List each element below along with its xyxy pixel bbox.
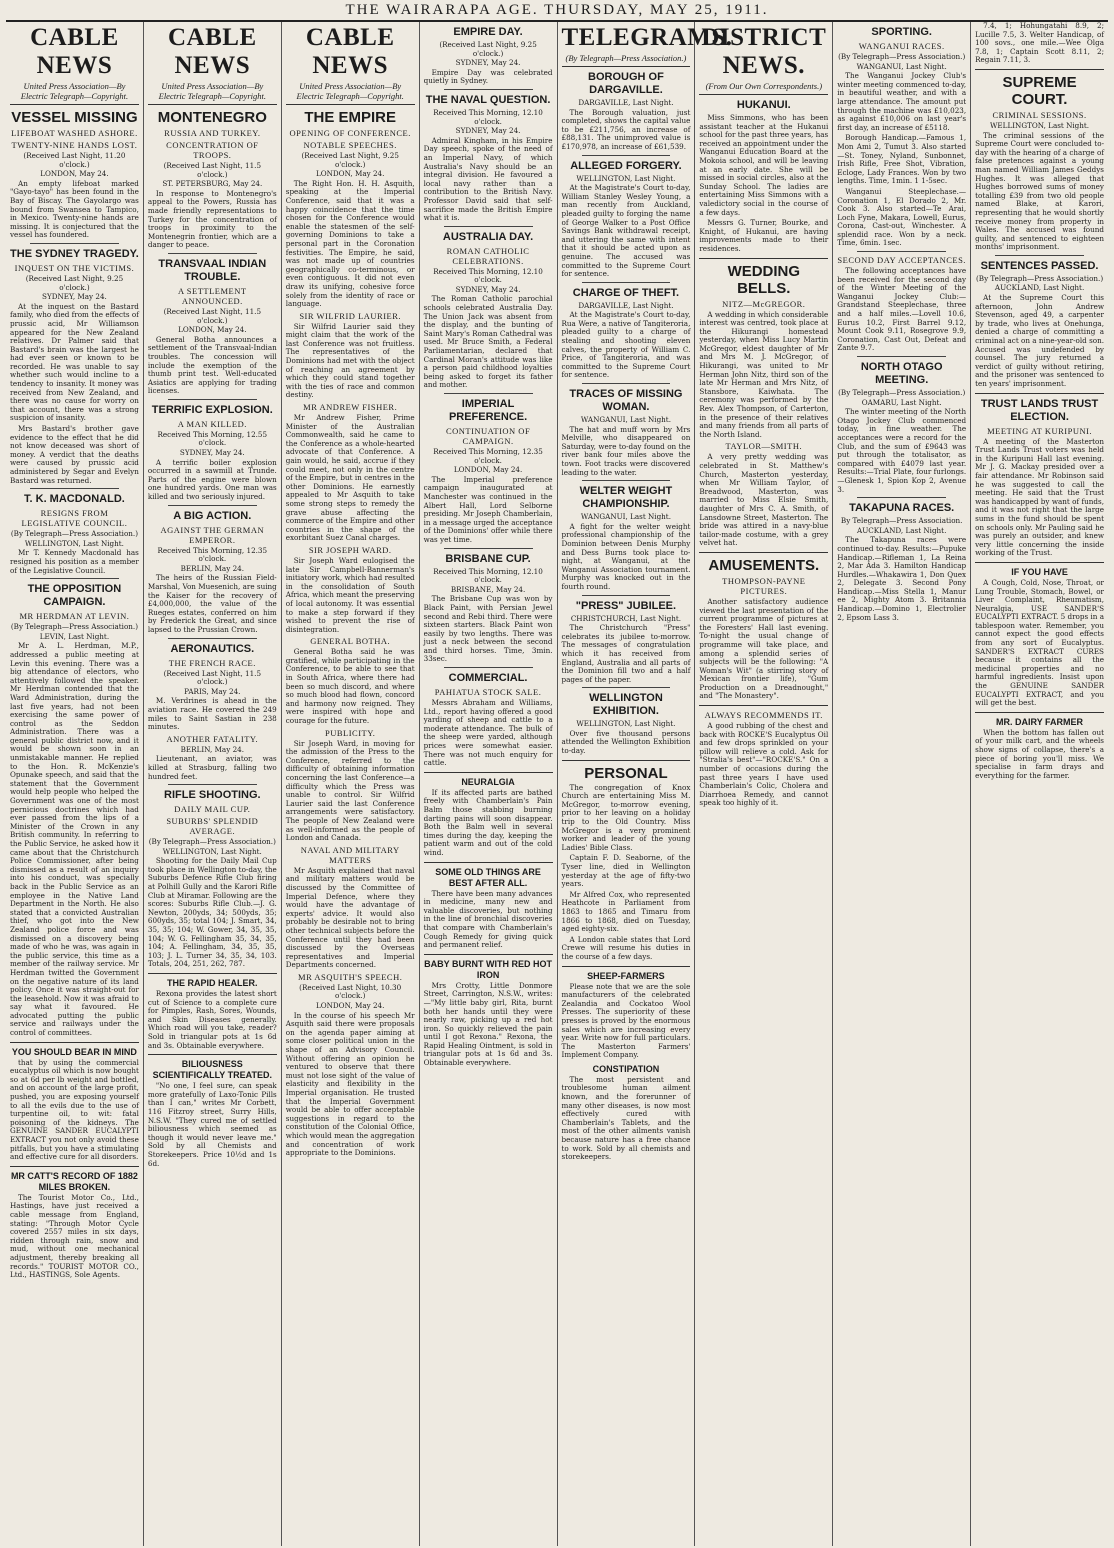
article-text: A fight for the welter weight professional championship of the Dominion between Denis Murphy and Dess Burns took place to-night, at Wanganui, at the Wanganui Association tournament. Murphy was knocked out in the fourth round.: [561, 521, 691, 591]
divider: [857, 251, 946, 252]
received-line: (Received Last Night, 11.20 o'clock.): [23, 151, 126, 169]
divider: [975, 712, 1104, 713]
divider: [582, 595, 671, 596]
dateline: DARGAVILLE, Last Night.: [578, 98, 674, 107]
divider: [424, 954, 553, 955]
article-text: The Roman Catholic parochial schools celebrated Australia Day. The Union Jack was absent from the display, and the bunting of Saint Mary's Roman Cathedral was used. Mr Bruce Smith, a Federal Parliamentarian, declared that Cardinal Moran's attitude was like a person paid childhood loyalties being asked to forget its father and mother.: [423, 294, 553, 390]
headline: MONTENEGRO: [157, 109, 267, 126]
dateline: SYDNEY, May 24.: [455, 284, 521, 294]
dateline: AUCKLAND, Last Night.: [857, 525, 947, 535]
dateline: PARIS, May 24.: [184, 686, 241, 696]
advert-title: BABY BURNT WITH RED HOT IRON: [424, 958, 552, 980]
divider: [148, 1054, 277, 1055]
dateline: WANGANUI, Last Night.: [856, 61, 947, 71]
article-text: At the inquest on the Bastard family, who died from the effects of prussic acid, Mr Williamson appeared for the New Zealand relatives. Dr Palmer said that Bastard's brain was the largest he had ever seen or known to be recorded. He was unable to say whether such would incline to a tendency to insanity. It money was received from New Zealand, and there was no cause for worry on that account, there was a strong suspicion of insanity.: [10, 301, 139, 423]
divider: [168, 505, 257, 506]
article-text: Mr Andrew Fisher, Prime Minister of the Australian Commonwealth, said he came to the Conference as a whole-hearted advocate of that Conference. A gain would, he said, accrue if they could meet, not only in the centre of the Empire, but in centres in the other Dominions. He earnestly appealed to Mr Asquith to take some strong steps to remedy the grave abuse affecting the commerce of the Empire and other countries in the shape of the exorbitant Suez Canal charges.: [285, 413, 415, 543]
divider: [995, 255, 1084, 256]
divider: [582, 687, 671, 688]
dateline: SYDNEY, May 24.: [455, 126, 521, 136]
divider: [975, 69, 1104, 70]
article-text: The Borough valuation, just completed, shows the capital value to be £211,756, an increase of £88,131. The unimproved value is £170,978, an increase of £61,539.: [561, 107, 691, 151]
article-text: The Right Hon. H. H. Asquith, speaking at the Imperial Conference, said that it was a happy coincidence that the time chosen for the Conference would enable the statesmen of the self-governing Dominions to take a personal part in the Coronation festivities. The Empire, he said, was not made up of countries geographically co-terminous, or even contiguous. It did not even draw its unifying, cohesive force solely from the identity of race or language.: [285, 178, 415, 309]
divider: [562, 966, 691, 967]
article-text: At the Magistrate's Court to-day, William Stanley Wesley Young, a man recently from Auckland, pleaded guilty to forging the name of George Walker to a Post Office Savings Bank withdrawal receipt, and uttering the same with intent that it should be acted upon as genuine. The accused was committed to the Supreme Court for sentence.: [561, 183, 691, 279]
divider: [30, 488, 119, 489]
article-text: Sir Wilfrid Laurier said they might claim that the work of the last Conference was not fruitless. The representatives of the Dominions had met with the object of reaching an agreement by which they could stand together with the ties of race and common destiny.: [285, 321, 415, 400]
dateline: AUCKLAND, Last Night.: [994, 283, 1085, 293]
column-4: [420, 22, 558, 1546]
article-text: Mr Alfred Cox, who represented Heathcote in Parliament from 1863 to 1865 and Timaru from 1866 to 1868, died on Tuesday, aged eighty-six.: [561, 889, 691, 934]
subheadline: ANOTHER FATALITY.: [166, 733, 259, 744]
subheadline: INQUEST ON THE VICTIMS.: [14, 262, 135, 273]
masthead: THE WAIRARAPA AGE. THURSDAY, MAY 25, 1911.: [6, 0, 1108, 22]
headline: TRACES OF MISSING WOMAN.: [569, 388, 683, 414]
article-text: Lieutenant, an aviator, was killed at Strasburg, falling two hundred feet.: [147, 754, 277, 781]
headline: TAKAPUNA RACES.: [849, 502, 955, 515]
article-text: A London cable states that Lord Crewe will resume his duties in the course of a few days.: [561, 934, 691, 961]
headline: WEDDING BELLS.: [727, 262, 801, 297]
headline: WELLINGTON EXHIBITION.: [589, 692, 663, 718]
divider: [444, 548, 533, 549]
article-text: At the Supreme Court this afternoon, John Andrew Stevenson, aged 49, a carpenter by trade, who lives at Onehunga, denied a charge of committing a criminal act on a nine-year-old son. Accused was undefended by counsel. The jury returned a verdict of guilty without retiring, and the prisoner was sentenced to ten years' imprisonment.: [975, 293, 1104, 388]
subheadline: A SETTLEMENT ANNOUNCED.: [178, 285, 247, 306]
article-text: The Imperial preference campaign inaugurated at Manchester was continued in the Albert Hall, Lord Selborne presiding. Mr Joseph Chamberlain, in a message urged the acceptance of the Dominions' offer while there was yet time.: [423, 474, 553, 544]
headline: PERSONAL: [584, 764, 668, 782]
headline: THE OPPOSITION CAMPAIGN.: [27, 583, 122, 609]
dateline: LEVIN, Last Night.: [39, 631, 110, 641]
article-text: The heirs of the Russian Field-Marshal, Von Muesenich, are suing the Kaiser for the recovery of £4,000,000, the value of the Rueges estates, conferred on him by Frederick the Great, and since lapsed to the Prussian Crown.: [147, 573, 277, 634]
headline: NORTH OTAGO MEETING.: [860, 361, 943, 386]
subheadline: LIFEBOAT WASHED ASHORE.: [11, 128, 138, 138]
subheadline: SUBURBS' SPLENDID AVERAGE.: [166, 816, 259, 837]
divider: [975, 562, 1104, 563]
received-line: Received This Morning, 12.35 o'clock.: [157, 545, 268, 564]
dateline: LONDON, May 24.: [178, 325, 247, 335]
advert-text: A Cough, Cold, Nose, Throat, or Lung Trouble, Stomach, Bowel, or Liver Complaint, Rheumatism, Neuralgia, USE SANDER'S EUCALYPTI EXTRACT. 5 drops in a tablespoon water. Remember, you cannot expect the good effects from any sort of Eucalyptus. SANDER'S EXTRACT CURES because it contains all the medicinal properties and no harmful ingredients. Insist upon the GENUINE SANDER EUCALYPTI EXTRACT, and you will get the best.: [975, 577, 1104, 708]
article-text: In response to Montenegro's appeal to the Powers, Russia has made friendly representations to Turkey for the concentration of troops in proximity to the Montenegrin frontier, which are a danger to peace.: [147, 188, 277, 250]
article-text: Wanganui Steeplechase.—Coronation 1, El Dorado 2, Mr. Cook 3. Also started—Te Arai, Loch Fyne, Makara, Lowell, Eurus, Corona, Cast-out, Winchester. A splendid race. Won by a neck. Time, 6min. 1sec.: [837, 186, 967, 248]
subheadline: OPENING OF CONFERENCE.: [289, 128, 411, 138]
subheadline: RUSSIA AND TURKEY.: [164, 128, 261, 138]
column-7: [833, 22, 971, 1546]
column-6: [695, 22, 833, 1546]
dateline: SYDNEY, May 24.: [42, 292, 107, 302]
subheadline: GENERAL BOTHA.: [310, 636, 391, 647]
subheadline: MEETING AT KURIPUNI.: [987, 425, 1093, 436]
divider: [148, 973, 277, 974]
article-text: Messrs Abraham and Williams, Ltd., report having offered a good yarding of sheep and cattle to a moderate attendance. The bulk of the sheep were yarded, although prices were somewhat easier. There was not much enquiry for cattle.: [423, 698, 553, 768]
dateline: LONDON, May 24.: [453, 465, 523, 475]
subheadline: MR HERDMAN AT LEVIN.: [19, 611, 130, 622]
divider: [582, 480, 671, 481]
advert-title: IF YOU HAVE: [1011, 566, 1068, 577]
section-title: CABLE NEWS: [30, 24, 119, 79]
article-text: Mrs Bastard's brother gave evidence to the effect that he did not know deceased was short of money. A verdict that the deaths were caused by prussic acid administered by Segar and Evelyn Bastard was returned.: [10, 424, 139, 485]
column-3: [282, 22, 420, 1546]
divider: [857, 497, 946, 498]
dateline: BRISBANE, May 24.: [450, 584, 526, 594]
received-line: (Received Last Night, 10.30 o'clock.): [299, 982, 402, 1001]
dateline: BERLIN, May 24.: [180, 563, 244, 573]
article-text: Messrs G. Turner, Bourke, and Knight, of Hukanui, are having improvements made to their residences.: [699, 218, 829, 253]
subheadline: CRIMINAL SESSIONS.: [992, 109, 1087, 120]
subheadline: TWENTY-NINE HANDS LOST.: [11, 140, 138, 150]
divider: [582, 383, 671, 384]
subheadline: SIR JOSEPH WARD.: [308, 544, 392, 555]
headline: SPORTING.: [871, 26, 932, 38]
headline: THE EMPIRE: [304, 109, 397, 126]
article-text: Miss Simmons, who has been assistant teacher at the Hukanui school for the past three years, has received an appointment under the Wanganui Education Board at the Mokoia school, and will be leaving at an early date. She will be missed in social circles, also at the Sunday School. The ladies are entertaining Miss Simmons with a valedictory social in the course of a few days.: [699, 113, 829, 217]
dateline: DARGAVILLE, Last Night.: [578, 300, 674, 310]
headline: RIFLE SHOOTING.: [164, 789, 261, 802]
divider: [424, 772, 553, 773]
advert-text: There have been many advances in medicine, many new and valuable discoveries, but nothing in the line of bronchial discoveries that compare with Chamberlain's Cough Remedy for giving quick and permanent relief.: [423, 888, 553, 950]
column-5: [558, 22, 733, 1546]
section-byline: (By Telegraph—Press Association.): [562, 53, 691, 67]
article-text: At the Magistrate's Court to-day, Rua Were, a native of Tangiteroria, pleaded guilty to a charge of stealing and shooting eleven calves, the property of William C. Price, of Tangiteroria, and was committed to the Supreme Court for sentence.: [561, 310, 691, 380]
columns: [6, 22, 1108, 1546]
received-line: (Received Last Night, 9.25 o'clock.): [301, 151, 399, 169]
headline: EMPIRE DAY.: [453, 26, 523, 38]
divider: [168, 784, 257, 785]
article-text: Borough Handicap.—Famous 1, Mon Ami 2, Tumut 3. Also started—St. Toney, Nyland, Sunbonnet, Irish Rifle, Free Shot, Vibration, Ecloge, Lady Frances. Won by two lengths. Time, 1min. 1 1-5sec.: [837, 133, 967, 186]
article-text: The Christchurch "Press" celebrates its jubilee to-morrow. The messages of congratulation which it has received from England, Australia and all parts of the Dominion fill two and a half pages of the paper.: [561, 623, 691, 684]
article-text: The criminal sessions of the Supreme Court were concluded to-day with the hearing of a charge of false pretences against a young man named William James Geddys Hughes. It was alleged that Hughes borrowed sums of money totalling £39 from two old people named Blake, at Karori, representing that he would shortly receive money from property in Wales. The accused was found guilty, and sentenced to eighteen months' imprisonment.: [975, 130, 1104, 252]
received-line: Received This Morning, 12.10 o'clock.: [433, 107, 543, 126]
headline: THE SYDNEY TRAGEDY.: [10, 247, 139, 260]
received-line: Received This Morning, 12.10 o'clock.: [433, 566, 543, 585]
headline: "PRESS" JUBILEE.: [575, 599, 677, 612]
dateline: WANGANUI, Last Night.: [580, 512, 671, 522]
article-text: Over five thousand persons attended the Wellington Exhibition to-day.: [561, 728, 691, 756]
headline: WELTER WEIGHT CHAMPIONSHIP.: [579, 485, 673, 511]
advert-text: Rexona provides the latest short cut of Science to a complete cure for Pimples, Rash, Sores, Wounds, and Skin Diseases generally. Which road will you take, reader? Sold in triangular pots at 1s 6d and 3s. Obtainable everywhere.: [147, 989, 277, 1050]
headline: TRUST LANDS TRUST ELECTION.: [980, 397, 1099, 423]
divider: [444, 89, 533, 90]
divider: [10, 1166, 139, 1167]
received-line: (By Telegraph—Press Association.): [838, 52, 966, 61]
subheadline: RESIGNS FROM LEGISLATIVE COUNCIL.: [21, 508, 128, 529]
received-line: (By Telegraph—Press Association.): [10, 529, 138, 539]
subheadline: THOMPSON-PAYNE PICTURES.: [722, 575, 806, 596]
article-text: Mr A. L. Herdman, M.P., addressed a public meeting at Levin this evening. There was a big attendance of electors, who attentively followed the speaker. Mr Herdman contended that the Ward Administration, during the last five years, had not been exercising the same power of control as the Seddon Administration. There was a general public district now, and it would be shown soon in an unmistakable manner. He replied to the Hon. R. McKenzie's Opunake speech, and said that the statement that the Government would help people who helped the Government was one of the most pernicious doctrines which had ever passed from the lips of a Minister of the Crown in any British community. In referring to the Public Service, he asked how it came about that the Christchurch Police Commissioner, after being dismissed as a result of an inquiry into his conduct, was specially back in the Public Service as an employee in the Native Land Department in the North. He also stated that a convicted Australian thief, who got into the New Zealand police force and was dismissed on a discovery being made of who he was, was again in the public service, this time as a member of the railway service. Mr Herdman twitted the Government on the negative nature of its land policy. Once it was straight-out for the leasehold. Now it was afraid to say what it favoured. He advocated putting the public service and railways under the control of committees.: [10, 641, 139, 1038]
received-line: Received This Morning, 12.55 o'clock.: [157, 429, 268, 448]
divider: [582, 282, 671, 283]
advert-title: BILIOUSNESS SCIENTIFICALLY TREATED.: [152, 1059, 272, 1081]
article-text: In the course of his speech Mr Asquith said there were proposals on the agenda paper aiming at some closer political union in the shape of an Advisory Council. Without offering an opinion he ventured to observe that there must not lose sight of the value of elasticity and flexibility in the Imperial organisation. He trusted that the Imperial Government would be able to offer acceptable suggestions in regard to the constitution of the Colonial Office, which would mean the aggregation and concentration of work appropriate to the Dominions.: [285, 1010, 415, 1158]
advert-text: If its affected parts are bathed freely with Chamberlain's Pain Balm those stabbing burning darting pains will soon disappear. Both the Balm well in several times during the day, keeping the patient warm and out of the cold wind.: [423, 787, 553, 857]
divider: [857, 356, 946, 357]
dateline: SYDNEY, May 24.: [455, 58, 521, 68]
column-1: [6, 22, 144, 1546]
headline: BRISBANE CUP.: [445, 552, 531, 565]
article-text: The Wanganui Jockey Club's winter meeting commenced to-day, in beautiful weather, and with a large attendance. The amount put through the machine was £10,023, as against £10,006 on last year's first day, an increase of £5118.: [837, 71, 967, 132]
article-text: A terrific boiler explosion occurred in a sawmill at Trunde. Parts of the engine were blown one hundred yards. One man was killed and two seriously injured.: [147, 457, 277, 502]
subheadline: PUBLICITY.: [324, 727, 376, 738]
dateline: LONDON, May 24.: [315, 169, 385, 179]
divider: [699, 705, 828, 706]
advert-title: MR. DAIRY FARMER: [996, 716, 1084, 727]
article-text: Another satisfactory audience viewed the last presentation of the current programme of pictures at the Foresters' Hall last evening. To-night the usual change of programme will take place, and among a splendid series of subjects will be the following: "A Woman's Wit" (a stirring story of Mexican frontier life), "Gum Production on a Dreadnought," and "The Monastery".: [699, 596, 829, 701]
article-text: Captain F. D. Seaborne, of the Tyser line, died in Wellington yesterday at the age of fifty-two years.: [561, 853, 691, 889]
advert-title: MR CATT'S RECORD OF 1882 MILES BROKEN.: [10, 1170, 138, 1192]
section-byline: (From Our Own Correspondents.): [699, 81, 828, 95]
subheadline: ALWAYS RECOMMENDS IT.: [704, 710, 823, 721]
article-text: 7.4, 1; Hohungatahi 8.9, 2; Lucille 7.5, 3. Welter Handicap, of 100 sovs., one mile.—Wee Olga 7.8, 1; Captain Scott 8.11, 2; Regain 7.11, 3.: [975, 21, 1104, 65]
received-line: Received This Morning, 12.35 o'clock.: [433, 447, 543, 465]
subheadline: NAVAL AND MILITARY MATTERS: [300, 844, 400, 865]
dateline: CHRISTCHURCH, Last Night.: [570, 613, 682, 623]
received-line: (Received Last Night, 11.5 o'clock.): [163, 306, 262, 325]
subheadline: SIR WILFRID LAURIER.: [299, 310, 402, 321]
headline: TERRIFIC EXPLOSION.: [151, 403, 273, 416]
subheadline: A MAN KILLED.: [177, 418, 247, 429]
article-text: The hat and muff worn by Mrs Melville, who disappeared on Saturday, were to-day found on the river bank four miles above the town. Foot tracks were discovered leading to the water.: [561, 424, 691, 477]
received-line: (Received Last Night, 9.25 o'clock.): [25, 273, 124, 292]
advert-title: THE RAPID HEALER.: [167, 978, 258, 988]
divider: [444, 226, 533, 227]
article-text: Admiral Kingham, in his Empire Day speech, spoke of the need of an Imperial Navy, of which Australia's Navy should be an integral division. He favoured a local navy rather than a contribution to the British Navy. Professor David said that self-sacrifice made the British Empire what it is.: [423, 135, 553, 223]
headline: VESSEL MISSING: [11, 109, 138, 126]
dateline: WANGANUI, Last Night.: [580, 415, 671, 425]
headline: COMMERCIAL.: [448, 672, 528, 685]
article-text: Sir Joseph Ward eulogised the late Sir Campbell-Bannerman's initiatory work, which had resulted in the consolidation of South Africa, which meant the preserving of local autonomy. It was essential to make a step forward if they wished to prevent the rise of disintegration.: [285, 555, 415, 634]
section-byline: United Press Association—By Electric Telegraph—Copyright.: [10, 81, 139, 105]
divider: [699, 258, 828, 259]
advert-title: SOME OLD THINGS ARE BEST AFTER ALL.: [435, 866, 541, 888]
section-byline: United Press Association—By Electric Telegraph—Copyright.: [148, 81, 277, 105]
subheadline: NOTABLE SPEECHES.: [303, 140, 397, 150]
article-text: The following acceptances have been received for the second day of the Winter Meeting of the Wanganui Jockey Club:—Grandstand Steeplechase, three and a half miles.—Lovell 10.6, Eurus 10.2, First Barrel 9.12, Mount Cook 9.11, Rosegrove 9.9, Coronation, Cast Out, Defeat and Zante 9.7.: [837, 266, 967, 353]
dateline: ST. PETERSBURG, May 24.: [162, 179, 263, 189]
headline: THE NAVAL QUESTION.: [425, 93, 551, 106]
divider: [30, 243, 119, 244]
subheadline: DAILY MAIL CUP.: [174, 804, 251, 815]
headline: T. K. MACDONALD.: [24, 493, 125, 506]
headline: ALLEGED FORGERY.: [570, 159, 682, 172]
article-text: The congregation of Knox Church are entertaining Miss M. McGregor, to-morrow evening, prior to her leaving on a holiday trip to the Old Country. Miss McGregor is a very prominent worker and leader of the young Ladies' Bible Class.: [561, 782, 691, 852]
divider: [562, 760, 691, 761]
headline: BOROUGH OF DARGAVILLE.: [588, 71, 664, 96]
article-text: A wedding in which considerable interest was centred, took place at the Hikurangi homestead yesterday, when Miss Lucy Martin McGregor, eldest daughter of Mr and Mrs M. J. McGregor, of Hikurangi, was united to Mr Herman John Nitz, third son of the late Mr Herman and Mrs Nitz, of Stansbore, Kaiwhata. The ceremony was performed by the Rev. Alex Thompson, of Carterton, in the presence of their relatives and many friends from all parts of the North Island.: [699, 309, 829, 439]
article-text: Mr T. Kennedy Macdonald has resigned his position as a member of the Legislative Council.: [10, 548, 139, 575]
dateline: LONDON, May 24.: [40, 169, 109, 179]
headline: AUSTRALIA DAY.: [442, 230, 534, 243]
advert-title: CONSTIPATION: [592, 1063, 660, 1074]
advert-title: YOU SHOULD BEAR IN MIND: [11, 1046, 137, 1057]
received-line: (Received Last Night, 9.25 o'clock.): [439, 40, 537, 58]
divider: [444, 393, 533, 394]
divider: [168, 399, 257, 400]
headline: HUKANUI.: [736, 99, 791, 111]
advert-text: Please note that we are the sole manufacturers of the celebrated Zealandia and Cockatoo Wool Presses. The superiority of these presses is proved by the enormous sales which are increasing every year. Write now for full particulars. The Masterton Farmers' Implement Company.: [561, 981, 691, 1060]
subheadline: WANGANUI RACES.: [858, 41, 945, 51]
dateline: OAMARU, Last Night.: [861, 397, 942, 407]
headline: SENTENCES PASSED.: [980, 259, 1099, 272]
article-text: A very pretty wedding was celebrated in St. Matthew's Church, Masterton yesterday, when Mr William Taylor, of Breadwood, Masterton, was married to Miss Elsie Smith, daughter of Mrs C. A. Smith, of Lansdowne Street, Masterton. The bride was attired in a navy-blue tailor-made costume, with a grey velvet hat.: [699, 452, 829, 548]
subheadline: TAYLOR—SMITH.: [725, 441, 803, 452]
subheadline: NITZ—McGREGOR.: [722, 298, 806, 309]
headline: IMPERIAL PREFERENCE.: [448, 398, 528, 423]
section-title: CABLE NEWS: [167, 24, 257, 79]
divider: [168, 638, 257, 639]
article-text: Shooting for the Daily Mail Cup took place in Wellington to-day, the Suburbs Defence Rifle Club firing at Polhill Gully and the Karori Rifle Club at Miramar. Following are the scores: Suburbs Rifle Club.—J. G. Newton, 200yds, 34; 500yds, 35; 600yds, 35; total 104; J. Smart, 34, 35, 35; 104; W. Gower, 34, 35, 35, 104; W. G. Fellingham 35, 34, 35, 104; A. Fellingham, 34, 35, 35, 103; J. L. Turner 34, 35, 34, 103. Totals, 204, 251, 262, 787.: [147, 856, 277, 969]
headline: SUPREME COURT.: [1002, 73, 1077, 108]
article-text: A meeting of the Masterton Trust Lands Trust voters was held in the Kuripuni Hall last evening. Mr J. G. Mackay presided over a fair attendance. Mr Robinson said he was suggested to call the meeting. He said that the Trust was handicapped by want of funds, and it was not right that the large sums in the fund should be spent on schools only. Mr Pauling said he was purely an outsider, and knew very little concerning the inside working of the Trust.: [975, 436, 1104, 558]
column-2: [144, 22, 282, 1546]
divider: [444, 667, 533, 668]
subheadline: PAHIATUA STOCK SALE.: [434, 687, 542, 698]
received-line: (By Telegraph—Press Association.): [975, 273, 1104, 283]
dateline: BERLIN, May 24.: [180, 744, 244, 754]
dateline: WELLINGTON, Last Night.: [576, 173, 676, 183]
divider: [10, 1042, 139, 1043]
article-text: The Takapuna races were continued to-day. Results:—Pupuke Handicap.—Rifleman 1, La Reina 2, Mar Ada 3. Hamilton Handicap Hurdles.—Whakawira 1, Don Quex 2, Delegate 3. Second Pony Handicap.—Miss Stella 1, Manur ee 2, Mighty Atom 3. Britannia Handicap.—Domino 1, Electrolier 2, Epsom Lass 3.: [837, 535, 967, 622]
received-line: Received This Morning, 12.10 o'clock.: [433, 266, 543, 285]
headline: TRANSVAAL INDIAN TROUBLE.: [158, 257, 267, 283]
advert-title: SHEEP-FARMERS: [587, 970, 665, 981]
advert-text: A good rubbing of the chest and back with ROCKE'S Eucalyptus Oil and few drops sprinkled on your pillow will relieve a cold. Ask for "Stralia's best"—"ROCKE'S." On a number of occasions during the past three years I have used Chamberlain's Colic, Cholera and Diarrhoea Remedy, and cannot speak too highly of it.: [699, 721, 829, 808]
article-text: General Botha said he was gratified, while participating in the Conference, to be able to see that in South Africa, where there had been so much discord, and where so much blood had flown, concord and harmony now reigned. They were inspired with hope and courage for the future.: [285, 647, 415, 726]
advert-text: When the bottom has fallen out of your milk cart, and the wheels show signs of collapse, there's a piece of boring you'll miss. We specialise in farm drays and everything for the farmer.: [975, 727, 1104, 780]
subheadline: CONTINUATION OF CAMPAIGN.: [445, 426, 531, 446]
received-line: (By Telegraph—Press Association.): [148, 837, 276, 847]
section-title: CABLE NEWS: [305, 24, 395, 79]
divider: [168, 253, 257, 254]
received-line: (Received Last Night, 11.5 o'clock.): [163, 668, 262, 687]
dateline: WELLINGTON, Last Night.: [162, 846, 262, 856]
headline: A BIG ACTION.: [173, 509, 252, 522]
divider: [975, 393, 1104, 394]
subheadline: THE FRENCH RACE.: [168, 657, 256, 668]
divider: [424, 862, 553, 863]
section-title: TELEGRAMS.: [561, 24, 733, 51]
article-text: M. Verdrines is ahead in the aviation race. He covered the 249 miles to Saint Sastian in 238 minutes.: [147, 696, 277, 732]
advert-title: NEURALGIA: [461, 776, 515, 787]
dateline: WELLINGTON, Last Night.: [24, 538, 124, 548]
article-text: Empire Day was celebrated quietly in Sydney.: [423, 67, 553, 86]
subheadline: CONCENTRATION OF TROOPS.: [166, 140, 259, 160]
subheadline: AGAINST THE GERMAN EMPEROR.: [160, 524, 265, 545]
advert-text: "No one, I feel sure, can speak more gratefully of Laxo-Tonic Pills than I can," writes Mr Corbett, 116 Fitzroy street, Surry Hills, N.S.W. "They cured me of settled biliousness which seemed as though it would never leave me." Sold by all Chemists and Storekeepers. Price 10½d and 1s 6d.: [147, 1081, 277, 1168]
headline: AMUSEMENTS.: [708, 556, 820, 574]
received-line: (By Telegraph—Press Association.): [10, 622, 138, 632]
dateline: LONDON, May 24.: [315, 1001, 385, 1011]
advert-text: The Tourist Motor Co., Ltd., Hastings, have just received a cable message from England, stating: "Through Motor Cycle covered 2557 miles in six days, ridden through rain, snow and mud, without one mechanical adjustment, thereby breaking all records." TOURIST MOTOR CO., Ltd., HASTINGS, Sole Agents.: [10, 1192, 139, 1280]
divider: [30, 578, 119, 579]
dateline: SYDNEY, May 24.: [179, 448, 245, 458]
advert-text: The most persistent and troublesome human ailment known, and the forerunner of many other diseases, is now most effectively cured with Chamberlain's Tablets, and the most of the other ailments vanish because nature has a free chance to work. Sold by all chemists and storekeepers.: [561, 1074, 691, 1162]
article-text: Mr Asquith explained that naval and military matters would be discussed by the Committee of Imperial Defence, where they would have the advantage of experts' advice. It would also probably be desirable not to bring other technical subjects before the Conference until they had been discussed by the Overseas representatives and Imperial Departments concerned.: [285, 865, 415, 970]
section-byline: United Press Association—By Electric Telegraph—Copyright.: [286, 81, 415, 105]
subheadline: MR ANDREW FISHER.: [303, 402, 398, 413]
column-8: [971, 22, 1108, 1546]
subheadline: ROMAN CATHOLIC CELEBRATIONS.: [446, 245, 530, 266]
advert-text: Mrs Crotty, Little Donmore Street, Carrington, N.S.W., writes:—"My little baby girl, Rita, burnt both her hands until they were nearly raw, picking up a red hot iron. So quickly relieved the pain until I got Rexona." Rexona, the Rapid Healing Ointment, is sold in triangular pots at 1s 6d and 3s. Obtainable everywhere.: [423, 980, 553, 1068]
divider: [699, 552, 828, 553]
dateline: WELLINGTON, Last Night.: [576, 719, 676, 729]
received-line: By Telegraph—Press Association.: [840, 516, 963, 526]
subheadline: MR ASQUITH'S SPEECH.: [298, 971, 403, 982]
section-title: DISTRICT NEWS.: [701, 24, 827, 79]
subheadline: SECOND DAY ACCEPTANCES.: [837, 255, 966, 266]
article-text: An empty lifeboat marked "Gayo-tayo" has been found in the Bay of Biscay. The Gayolargo was bound from Swansea to Tampico, in Mexico. Twenty-nine hands are missing. It is conjectured that the vessel has foundered.: [10, 178, 139, 240]
advert-text: that by using the commercial eucalyptus oil which is now bought so at 6d per lb weight and bottled, and on account of the large profit, pushed, you are exposing yourself to all the evils due to the use of turpentine oil, to wit: fatal poisoning of the kidneys. The GENUINE SANDER EUCALYPTI EXTRACT you not only avoid these pitfalls, but you have a stimulating and effective cure for all disorders.: [10, 1057, 139, 1162]
divider: [582, 155, 671, 156]
article-text: General Botha announces a settlement of the Transvaal-Indian troubles. The concession will include the exemption of the thumb print test. Well-educated Asiatics are applying for trading licenses.: [147, 334, 277, 396]
dateline: WELLINGTON, Last Night.: [990, 120, 1090, 130]
received-line: (Received Last Night, 11.5 o'clock.): [163, 161, 262, 179]
received-line: (By Telegraph—Press Association.): [838, 388, 966, 397]
article-text: The winter meeting of the North Otago Jockey Club commenced today, in fine weather. The acceptances were a record for the Club, and the sum of £9643 was put through the totalisator, as compared with £4079 last year. Results:—Trial Plate, four furlongs.—Glenesk 1, Spion Kop 2, Avenue 3.: [837, 407, 967, 494]
headline: CHARGE OF THEFT.: [572, 286, 680, 299]
headline: AERONAUTICS.: [170, 642, 255, 655]
article-text: Sir Joseph Ward, in moving for the admission of the Press to the Conference, referred to the difficulty of obtaining information concerning the last Conference—a difficulty which the Press was unable to control. Sir Wilfrid Laurier said the last Conference arrangements were satisfactory. The people of New Zealand were as well-informed as the people of London and Canada.: [285, 738, 415, 843]
article-text: The Brisbane Cup was won by Black Paint, with Persian Jewel second and Rebi third. There were sixteen starters. Black Paint won easily by two lengths. There was just a neck between the second and third horses. Time, 3min. 33sec.: [423, 594, 553, 664]
